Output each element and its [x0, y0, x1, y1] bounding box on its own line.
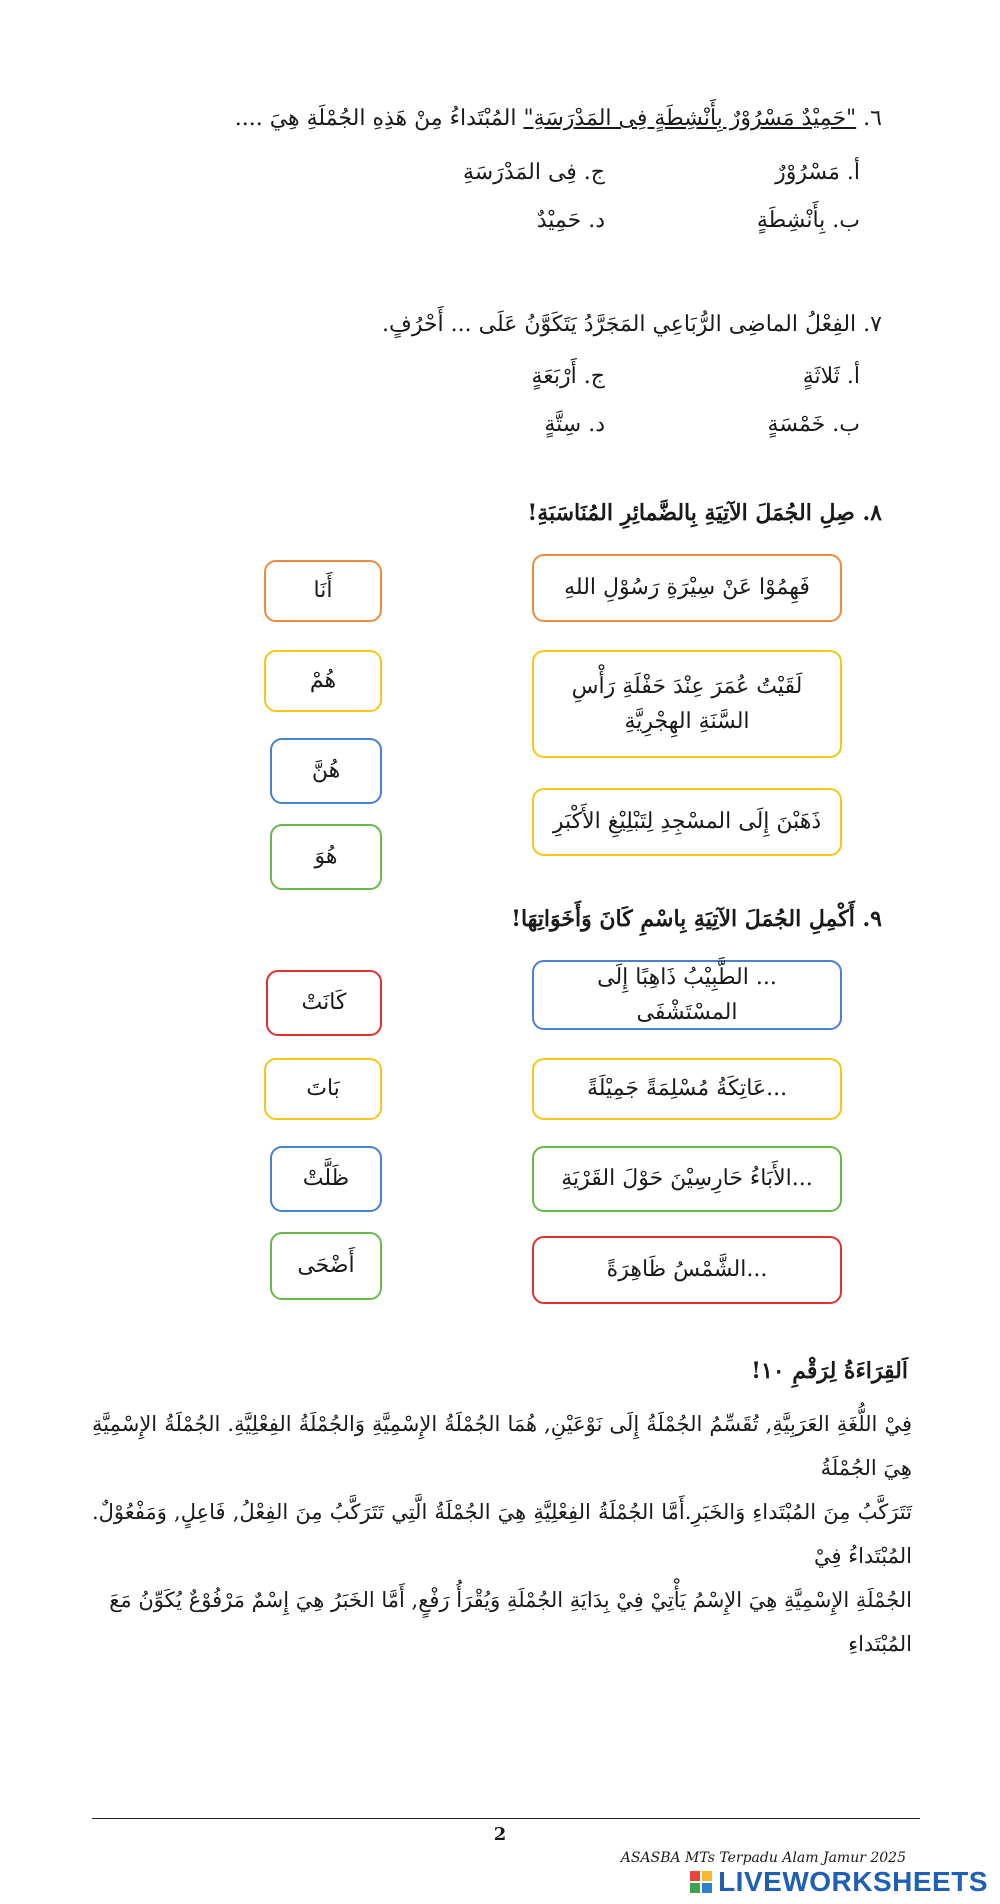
- option-letter: ب.: [832, 412, 860, 437]
- reading-line-2: تَتَرَكَّبُ مِنَ المُبْتَداءِ وَالخَبَرِ.أَمَّا الجُمْلَةُ الفِعْلِيَّةِ هِيَ الجُمْلَةُ الَّتِي تَتَرَكَّبُ مِنَ الفِعْلُ, فَاعِلٍ, وَمَفْعُوْلٌ. المُبْتَداءُ فِيْ: [92, 1500, 912, 1568]
- q6-stem: [235, 106, 882, 131]
- q6-question: المُبْتَداءُ مِنْ هَذِهِ الجُمْلَةِ هِيَ ....: [234, 106, 517, 131]
- liveworksheets-logo[interactable]: [690, 1866, 988, 1898]
- q9-word-3[interactable]: ظَلَّتْ: [270, 1146, 382, 1212]
- option-letter: أ.: [846, 364, 860, 389]
- q9-word-2[interactable]: بَاتَ: [264, 1058, 382, 1120]
- q9-sentence-4[interactable]: ...الشَّمْسُ ظَاهِرَةً: [532, 1236, 842, 1304]
- q8-instruction-text: صِلِ الجُمَلَ الآتِيَةِ بِالضَّمائِرِ المُنَاسَبَةِ!: [527, 500, 855, 526]
- q6-option-a[interactable]: [775, 160, 860, 185]
- q8-pronoun-2[interactable]: هُمْ: [264, 650, 382, 712]
- option-letter: أ.: [846, 160, 860, 185]
- footer-credit: ASASBA MTs Terpadu Alam Jamur 2025: [620, 1850, 906, 1866]
- option-letter: د.: [588, 208, 605, 233]
- q9-sentence-3[interactable]: ...الأَبَاءُ حَارِسِيْنَ حَوْلَ القَرْيَةِ: [532, 1146, 842, 1212]
- q8-sentence-3[interactable]: ذَهَبْنَ إِلَى المسْجِدِ لِتَبْلِيْغِ الأَكْبَرِ: [532, 788, 842, 856]
- q8-pronoun-4[interactable]: هُوَ: [270, 824, 382, 890]
- q9-sentence-1[interactable]: ... الطَّبِيْبُ ذَاهِبًا إِلَى المسْتَشْفَى: [532, 960, 842, 1030]
- reading-line-1: فِيْ اللُّغَةِ العَرَبِيَّةِ, تُقَسِّمُ الجُمْلَةُ إِلَى نَوْعَيْنِ, هُمَا الجُمْلَةُ الإِسْمِيَّةِ وَالجُمْلَةُ الفِعْلِيَّةِ. الجُمْلَةُ الإِسْمِيَّةِ هِيَ الجُمْلَةُ: [92, 1412, 912, 1480]
- q7-option-d[interactable]: [544, 412, 605, 437]
- option-text: فِى المَدْرَسَةِ: [463, 160, 577, 185]
- q8-pronoun-1[interactable]: أَنَا: [264, 560, 382, 622]
- q7-option-a[interactable]: [803, 364, 860, 389]
- q7-option-c[interactable]: [532, 364, 605, 389]
- q8-pronoun-3[interactable]: هُنَّ: [270, 738, 382, 804]
- option-text: بِأَنْشِطَةٍ: [756, 208, 826, 233]
- option-text: سِتَّةٍ: [544, 412, 582, 437]
- q9-instruction: [511, 906, 882, 932]
- option-text: مَسْرُوْرٌ: [775, 160, 840, 185]
- option-letter: ج.: [583, 364, 605, 389]
- q7-option-b[interactable]: [768, 412, 860, 437]
- q9-word-1[interactable]: كَانَتْ: [266, 970, 382, 1036]
- q7-number: ٧.: [863, 312, 882, 337]
- q6-option-d[interactable]: [537, 208, 605, 233]
- option-text: خَمْسَةٍ: [767, 412, 826, 437]
- reading-paragraph: [92, 1402, 912, 1666]
- q6-quote: "حَمِيْدٌ مَسْرُوْرٌ بِأَنْشِطَةٍ فِى المَدْرَسَةِ": [523, 106, 857, 131]
- q8-sentence-2[interactable]: لَقَيْتُ عُمَرَ عِنْدَ حَفْلَةِ رَأْسِ السَّنَةِ الهِجْرِيَّةِ: [532, 650, 842, 758]
- option-letter: د.: [588, 412, 605, 437]
- q6-number: ٦.: [863, 106, 882, 131]
- reading-line-3: الجُمْلَةِ الإِسْمِيَّةِ هِيَ الإِسْمُ يَأْتِيْ فِيْ بِدَايَةِ الجُمْلَةِ وَيُقْرَأُ رَفْعٍ, أَمَّا الخَبَرُ هِيَ إِسْمٌ مَرْفُوْعٌ يُكَوِّنُ مَعَ المُبْتَداءِ: [109, 1588, 912, 1656]
- reading-title: اَلقِرَاءَةُ لِرَقْمِ ١٠!: [751, 1358, 908, 1384]
- q7-stem: [382, 312, 882, 337]
- option-text: أَرْبَعَةٍ: [531, 364, 577, 389]
- q9-instruction-text: أَكْمِلِ الجُمَلَ الآتِيَةِ بِاسْمِ كَانَ وَأَخَوَاتِهَا!: [511, 906, 855, 932]
- option-text: ثَلاثَةٍ: [802, 364, 840, 389]
- q9-sentence-2[interactable]: ...عَاتِكَةُ مُسْلِمَةً جَمِيْلَةً: [532, 1058, 842, 1120]
- q8-instruction: [528, 500, 882, 526]
- q6-option-c[interactable]: [463, 160, 605, 185]
- option-letter: ب.: [832, 208, 860, 233]
- liveworksheets-brand: LIVEWORKSHEETS: [718, 1866, 988, 1897]
- q8-sentence-1[interactable]: فَهِمُوْا عَنْ سِيْرَةِ رَسُوْلِ اللهِ: [532, 554, 842, 622]
- q9-number: ٩.: [862, 906, 882, 932]
- page-number: 2: [493, 1824, 507, 1845]
- q9-word-4[interactable]: أَضْحَى: [270, 1232, 382, 1300]
- q7-question: الفِعْلُ الماضِى الرُّبَاعِي المَجَرَّدُ يَتَكَوَّنُ عَلَى ... أَحْرُفٍ.: [382, 312, 857, 337]
- footer-divider: [92, 1818, 920, 1819]
- option-letter: ج.: [583, 160, 605, 185]
- q6-option-b[interactable]: [757, 208, 860, 233]
- option-text: حَمِيْدٌ: [536, 208, 582, 233]
- q8-number: ٨.: [862, 500, 882, 526]
- liveworksheets-icon: [690, 1871, 712, 1893]
